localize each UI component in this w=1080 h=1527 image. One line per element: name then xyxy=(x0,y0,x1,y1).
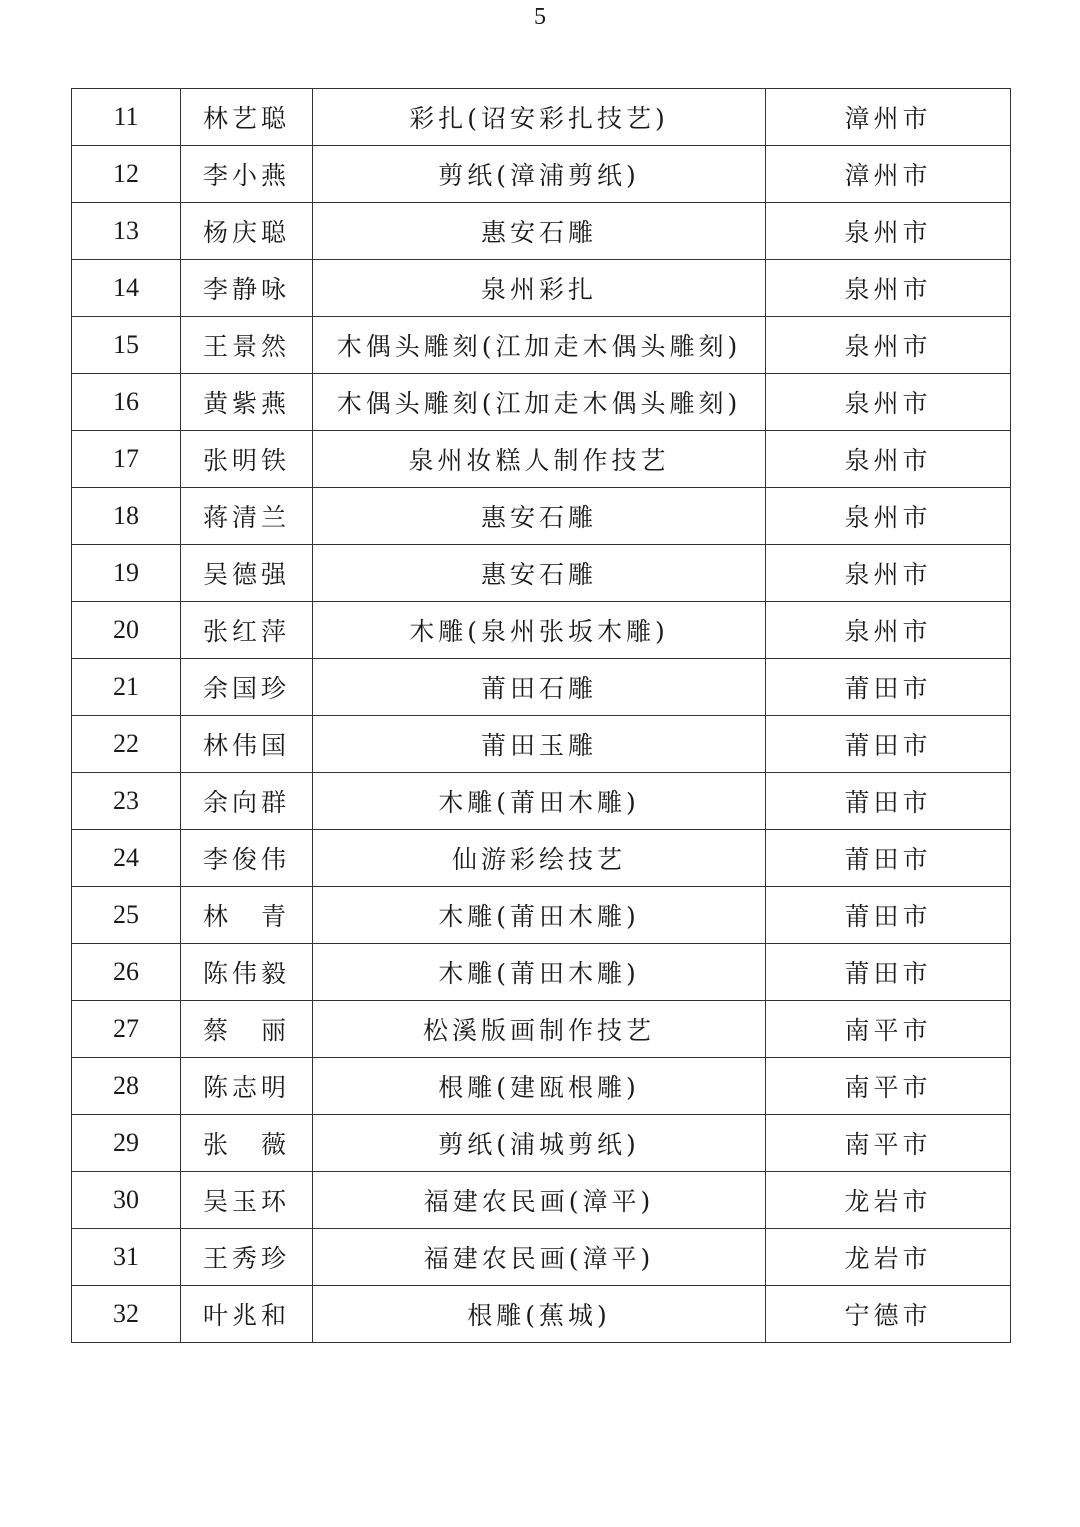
city-name: 泉州市 xyxy=(766,545,1011,602)
inheritor-name: 陈志明 xyxy=(181,1058,313,1115)
city-name: 莆田市 xyxy=(766,659,1011,716)
row-number: 30 xyxy=(72,1172,181,1229)
project-name: 剪纸(漳浦剪纸) xyxy=(313,146,766,203)
project-name: 福建农民画(漳平) xyxy=(313,1172,766,1229)
city-name: 莆田市 xyxy=(766,944,1011,1001)
city-name: 龙岩市 xyxy=(766,1229,1011,1286)
project-name: 木雕(莆田木雕) xyxy=(313,773,766,830)
row-number: 15 xyxy=(72,317,181,374)
table-row xyxy=(72,89,1011,146)
project-name: 泉州彩扎 xyxy=(313,260,766,317)
city-name: 泉州市 xyxy=(766,374,1011,431)
city-name: 南平市 xyxy=(766,1001,1011,1058)
row-number: 29 xyxy=(72,1115,181,1172)
inheritor-name: 王景然 xyxy=(181,317,313,374)
project-name: 惠安石雕 xyxy=(313,203,766,260)
inheritor-name: 林艺聪 xyxy=(181,89,313,146)
city-name: 莆田市 xyxy=(766,773,1011,830)
project-name: 彩扎(诏安彩扎技艺) xyxy=(313,89,766,146)
roster-table-body xyxy=(72,89,1011,1343)
city-name: 泉州市 xyxy=(766,260,1011,317)
row-number: 25 xyxy=(72,887,181,944)
project-name: 惠安石雕 xyxy=(313,488,766,545)
row-number: 14 xyxy=(72,260,181,317)
row-number: 28 xyxy=(72,1058,181,1115)
project-name: 莆田石雕 xyxy=(313,659,766,716)
row-number: 12 xyxy=(72,146,181,203)
city-name: 泉州市 xyxy=(766,488,1011,545)
table-row xyxy=(72,1229,1011,1286)
table-row xyxy=(72,545,1011,602)
project-name: 木偶头雕刻(江加走木偶头雕刻) xyxy=(313,374,766,431)
row-number: 32 xyxy=(72,1286,181,1343)
table-row xyxy=(72,944,1011,1001)
row-number: 27 xyxy=(72,1001,181,1058)
project-name: 根雕(建瓯根雕) xyxy=(313,1058,766,1115)
city-name: 龙岩市 xyxy=(766,1172,1011,1229)
table-row xyxy=(72,602,1011,659)
city-name: 漳州市 xyxy=(766,89,1011,146)
city-name: 泉州市 xyxy=(766,203,1011,260)
project-name: 根雕(蕉城) xyxy=(313,1286,766,1343)
table-row xyxy=(72,431,1011,488)
project-name: 木雕(泉州张坂木雕) xyxy=(313,602,766,659)
city-name: 莆田市 xyxy=(766,716,1011,773)
table-row xyxy=(72,203,1011,260)
project-name: 仙游彩绘技艺 xyxy=(313,830,766,887)
inheritor-name: 李静咏 xyxy=(181,260,313,317)
inheritor-name: 林 青 xyxy=(181,887,313,944)
city-name: 泉州市 xyxy=(766,317,1011,374)
project-name: 泉州妆糕人制作技艺 xyxy=(313,431,766,488)
row-number: 17 xyxy=(72,431,181,488)
inheritor-name: 张 薇 xyxy=(181,1115,313,1172)
project-name: 木偶头雕刻(江加走木偶头雕刻) xyxy=(313,317,766,374)
table-row xyxy=(72,716,1011,773)
row-number: 13 xyxy=(72,203,181,260)
inheritor-name: 林伟国 xyxy=(181,716,313,773)
roster-table xyxy=(71,88,1011,1343)
city-name: 南平市 xyxy=(766,1058,1011,1115)
city-name: 南平市 xyxy=(766,1115,1011,1172)
city-name: 泉州市 xyxy=(766,431,1011,488)
row-number: 16 xyxy=(72,374,181,431)
inheritor-name: 蒋清兰 xyxy=(181,488,313,545)
project-name: 莆田玉雕 xyxy=(313,716,766,773)
project-name: 福建农民画(漳平) xyxy=(313,1229,766,1286)
table-row xyxy=(72,659,1011,716)
city-name: 宁德市 xyxy=(766,1286,1011,1343)
inheritor-name: 叶兆和 xyxy=(181,1286,313,1343)
table-row xyxy=(72,146,1011,203)
table-row xyxy=(72,1172,1011,1229)
table-row xyxy=(72,1286,1011,1343)
city-name: 莆田市 xyxy=(766,887,1011,944)
project-name: 惠安石雕 xyxy=(313,545,766,602)
table-row xyxy=(72,1001,1011,1058)
inheritor-name: 张红萍 xyxy=(181,602,313,659)
inheritor-name: 余向群 xyxy=(181,773,313,830)
page-number: 5 xyxy=(534,4,546,30)
project-name: 剪纸(浦城剪纸) xyxy=(313,1115,766,1172)
row-number: 21 xyxy=(72,659,181,716)
table-row xyxy=(72,773,1011,830)
table-row xyxy=(72,830,1011,887)
inheritor-name: 陈伟毅 xyxy=(181,944,313,1001)
table-row xyxy=(72,1115,1011,1172)
row-number: 18 xyxy=(72,488,181,545)
inheritor-name: 余国珍 xyxy=(181,659,313,716)
table-row xyxy=(72,488,1011,545)
project-name: 松溪版画制作技艺 xyxy=(313,1001,766,1058)
inheritor-name: 蔡 丽 xyxy=(181,1001,313,1058)
row-number: 31 xyxy=(72,1229,181,1286)
inheritor-name: 吴德强 xyxy=(181,545,313,602)
table-row xyxy=(72,260,1011,317)
row-number: 24 xyxy=(72,830,181,887)
row-number: 23 xyxy=(72,773,181,830)
row-number: 26 xyxy=(72,944,181,1001)
inheritor-name: 王秀珍 xyxy=(181,1229,313,1286)
table-row xyxy=(72,1058,1011,1115)
project-name: 木雕(莆田木雕) xyxy=(313,944,766,1001)
row-number: 11 xyxy=(72,89,181,146)
city-name: 漳州市 xyxy=(766,146,1011,203)
inheritor-name: 吴玉环 xyxy=(181,1172,313,1229)
row-number: 22 xyxy=(72,716,181,773)
row-number: 20 xyxy=(72,602,181,659)
table-row xyxy=(72,317,1011,374)
table-row xyxy=(72,887,1011,944)
inheritor-name: 李小燕 xyxy=(181,146,313,203)
inheritor-name: 李俊伟 xyxy=(181,830,313,887)
inheritor-name: 杨庆聪 xyxy=(181,203,313,260)
city-name: 泉州市 xyxy=(766,602,1011,659)
inheritor-name: 黄紫燕 xyxy=(181,374,313,431)
row-number: 19 xyxy=(72,545,181,602)
city-name: 莆田市 xyxy=(766,830,1011,887)
table-row xyxy=(72,374,1011,431)
inheritor-name: 张明铁 xyxy=(181,431,313,488)
project-name: 木雕(莆田木雕) xyxy=(313,887,766,944)
